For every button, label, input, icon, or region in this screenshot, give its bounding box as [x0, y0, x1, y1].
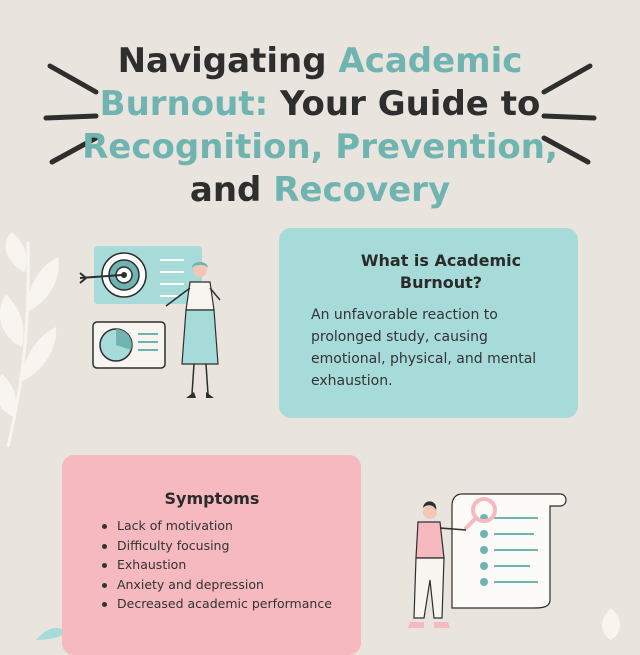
title-segment-accent: Academic — [338, 41, 523, 81]
symptoms-heading: Symptoms — [164, 489, 260, 508]
what-is-heading: What is Academic Burnout? — [360, 251, 522, 292]
symptoms-list — [102, 516, 341, 614]
title-segment-accent: Burnout: — [99, 84, 269, 124]
what-is-card — [279, 228, 578, 418]
title-segment: Navigating — [117, 41, 339, 81]
title-segment-accent: Recognition, Prevention, — [82, 127, 558, 167]
symptoms-card — [62, 455, 361, 655]
checklist-illustration — [400, 488, 570, 638]
page-title — [70, 40, 570, 212]
title-segment: Your Guide to — [268, 84, 541, 124]
symptom-item: Difficulty focusing — [102, 536, 341, 556]
symptom-item: Exhaustion — [102, 555, 341, 575]
leaf-decoration-left — [0, 232, 70, 452]
leaf-decoration-bottom-right — [596, 608, 626, 640]
symptom-item: Anxiety and depression — [102, 575, 341, 595]
symptom-item: Lack of motivation — [102, 516, 341, 536]
title-segment-accent: Recovery — [273, 170, 451, 210]
what-is-body: An unfavorable reaction to prolonged study, causing emotional, physical, and mental exhaustion. — [311, 307, 537, 389]
title-segment: and — [189, 170, 274, 210]
presenter-illustration — [76, 240, 246, 405]
symptom-item: Decreased academic performance — [102, 594, 341, 614]
